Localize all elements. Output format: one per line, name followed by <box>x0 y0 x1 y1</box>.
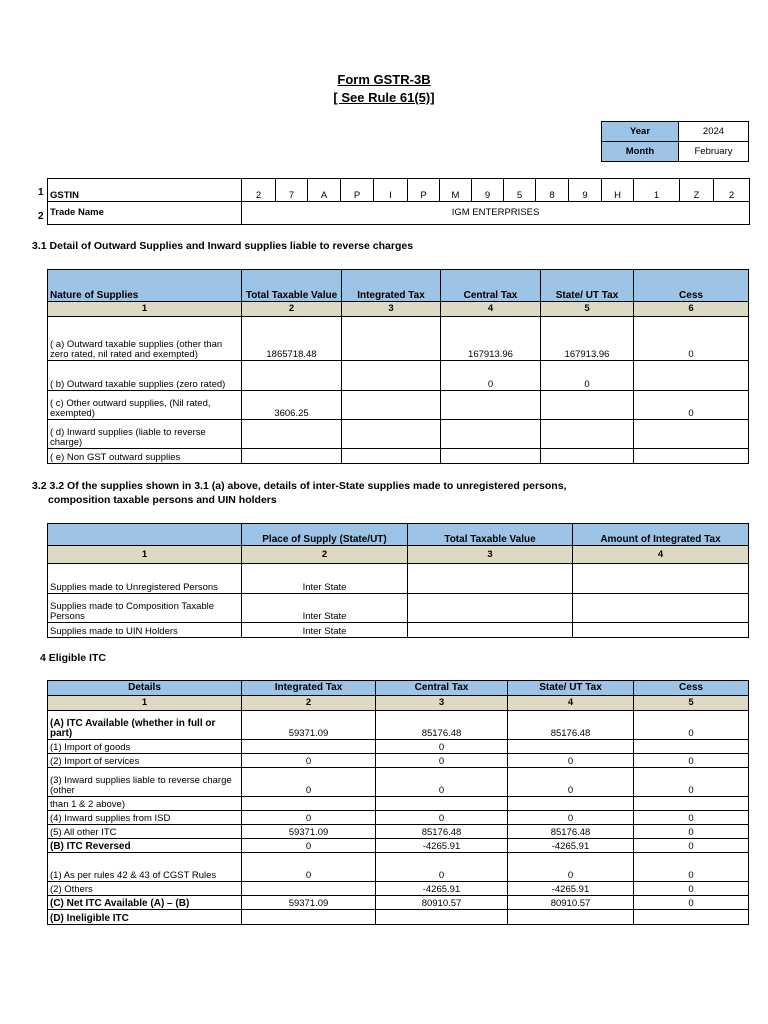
section-3-1-title: Detail of Outward Supplies and Inward supplies liable to reverse charges <box>49 240 414 252</box>
col-number: 1 <box>48 302 242 317</box>
cell: 0 <box>634 317 749 361</box>
cell <box>342 361 441 391</box>
cell <box>342 420 441 449</box>
cell: 167913.96 <box>441 317 541 361</box>
cell: 85176.48 <box>376 711 508 740</box>
row-label: (5) All other ITC <box>48 825 242 839</box>
cell: 0 <box>376 811 508 825</box>
cell: 0 <box>242 853 376 882</box>
row-label: ( e) Non GST outward supplies <box>48 449 242 464</box>
trade-name-label: Trade Name <box>48 202 242 225</box>
col-number: 2 <box>242 302 342 317</box>
gstin-char: H <box>602 179 634 202</box>
gstin-char: P <box>408 179 440 202</box>
gstin-char: 9 <box>472 179 504 202</box>
col-number: 4 <box>441 302 541 317</box>
cell <box>242 449 342 464</box>
col-header: State/ UT Tax <box>541 270 634 302</box>
cell <box>541 391 634 420</box>
gstin-char: Z <box>680 179 714 202</box>
cell: 80910.57 <box>376 896 508 910</box>
cell <box>634 797 749 811</box>
cell <box>573 594 749 623</box>
col-number: 1 <box>48 696 242 711</box>
cell: 0 <box>508 853 634 882</box>
gstin-char: 5 <box>504 179 536 202</box>
eligible-itc-table <box>47 680 749 925</box>
cell <box>441 391 541 420</box>
table-row <box>48 839 749 853</box>
table-row <box>48 317 749 361</box>
table-row <box>48 594 749 623</box>
table-row <box>48 797 749 811</box>
cell: 85176.48 <box>508 711 634 740</box>
cell: 0 <box>376 853 508 882</box>
cell: Inter State <box>242 564 408 594</box>
cell: 0 <box>634 754 749 768</box>
cell <box>634 740 749 754</box>
cell: 0 <box>376 768 508 797</box>
col-number: 4 <box>573 546 749 564</box>
cell: 0 <box>634 391 749 420</box>
gstin-char: 9 <box>569 179 602 202</box>
section-3-1-no: 3.1 <box>32 240 47 252</box>
trade-row-no: 2 <box>38 211 44 222</box>
col-header: Central Tax <box>376 681 508 696</box>
cell: 0 <box>376 754 508 768</box>
cell <box>242 882 376 896</box>
table-row <box>48 449 749 464</box>
row-label: Supplies made to UIN Holders <box>48 623 242 638</box>
table-row <box>48 910 749 925</box>
col-header: Total Taxable Value <box>408 524 573 546</box>
table-row <box>48 896 749 910</box>
gstin-char: 7 <box>276 179 308 202</box>
gstin-char: 2 <box>242 179 276 202</box>
cell <box>508 740 634 754</box>
cell: 0 <box>242 754 376 768</box>
col-header: Amount of Integrated Tax <box>573 524 749 546</box>
gstin-char: I <box>374 179 408 202</box>
cell: 0 <box>508 768 634 797</box>
cell: 59371.09 <box>242 711 376 740</box>
cell <box>634 420 749 449</box>
cell <box>408 623 573 638</box>
cell: 1865718.48 <box>242 317 342 361</box>
cell <box>408 564 573 594</box>
cell: -4265.91 <box>376 882 508 896</box>
cell: Inter State <box>242 623 408 638</box>
section-3-2-title: 3.2 Of the supplies shown in 3.1 (a) above, details of inter-State supplies made to unregistered persons, <box>49 480 567 492</box>
form-subtitle: [ See Rule 61(5)] <box>333 90 435 105</box>
col-header: Nature of Supplies <box>48 270 242 302</box>
cell <box>242 361 342 391</box>
gstin-label: GSTIN <box>48 179 242 202</box>
cell: -4265.91 <box>508 839 634 853</box>
cell: 167913.96 <box>541 317 634 361</box>
row-label: Supplies made to Composition Taxable Persons <box>48 594 242 623</box>
trade-name-value: IGM ENTERPRISES <box>242 202 750 225</box>
cell: 85176.48 <box>376 825 508 839</box>
col-number: 2 <box>242 696 376 711</box>
table-row <box>48 811 749 825</box>
cell: 0 <box>634 811 749 825</box>
table-row <box>48 623 749 638</box>
cell <box>242 797 376 811</box>
table-row <box>48 391 749 420</box>
table-row <box>48 882 749 896</box>
table-row <box>48 768 749 797</box>
table-row <box>48 754 749 768</box>
cell: 0 <box>508 811 634 825</box>
cell: 59371.09 <box>242 896 376 910</box>
row-label: (A) ITC Available (whether in full or part) <box>48 711 242 740</box>
row-label: ( a) Outward taxable supplies (other than zero rated, nil rated and exempted) <box>48 317 242 361</box>
year-label: Year <box>602 122 679 142</box>
month-value: February <box>679 142 749 162</box>
col-number: 1 <box>48 546 242 564</box>
gstin-char: A <box>308 179 341 202</box>
cell <box>342 317 441 361</box>
gstin-char: 8 <box>536 179 569 202</box>
section-3-2-heading <box>32 480 566 492</box>
row-label: than 1 & 2 above) <box>48 797 242 811</box>
row-label: (1) Import of goods <box>48 740 242 754</box>
cell <box>634 910 749 925</box>
col-header <box>48 524 242 546</box>
gstin-char: 1 <box>634 179 680 202</box>
cell <box>508 910 634 925</box>
cell: 0 <box>634 839 749 853</box>
form-title: Form GSTR-3B <box>337 72 431 87</box>
cell: 0 <box>634 825 749 839</box>
col-header: Integrated Tax <box>242 681 376 696</box>
cell: 3606.25 <box>242 391 342 420</box>
row-label: (3) Inward supplies liable to reverse charge (other <box>48 768 242 797</box>
section-4-title: Eligible ITC <box>48 652 106 664</box>
cell <box>441 449 541 464</box>
gstin-char: 2 <box>714 179 750 202</box>
year-value: 2024 <box>679 122 749 142</box>
col-number: 3 <box>376 696 508 711</box>
table-row <box>48 853 749 882</box>
col-header: Details <box>48 681 242 696</box>
cell: 0 <box>376 740 508 754</box>
cell <box>342 449 441 464</box>
section-4-no: 4 <box>40 652 46 664</box>
cell: 0 <box>634 711 749 740</box>
table-row <box>48 564 749 594</box>
cell <box>508 797 634 811</box>
cell <box>573 564 749 594</box>
row-label: (4) Inward supplies from ISD <box>48 811 242 825</box>
col-header: Total Taxable Value <box>242 270 342 302</box>
section-4-heading <box>40 652 106 664</box>
col-number: 5 <box>634 696 749 711</box>
cell <box>242 910 376 925</box>
cell: -4265.91 <box>376 839 508 853</box>
col-header: State/ UT Tax <box>508 681 634 696</box>
section-3-2-title-line2: composition taxable persons and UIN holders <box>48 494 277 506</box>
cell: 0 <box>441 361 541 391</box>
col-number: 2 <box>242 546 408 564</box>
table-row <box>48 711 749 740</box>
row-label: (B) ITC Reversed <box>48 839 242 853</box>
col-number: 3 <box>408 546 573 564</box>
row-label: (2) Import of services <box>48 754 242 768</box>
period-table <box>601 121 749 162</box>
row-label: (C) Net ITC Available (A) – (B) <box>48 896 242 910</box>
outward-supplies-table <box>47 269 749 464</box>
col-header: Integrated Tax <box>342 270 441 302</box>
table-row <box>48 420 749 449</box>
cell: Inter State <box>242 594 408 623</box>
gstin-char: M <box>440 179 472 202</box>
cell <box>573 623 749 638</box>
cell <box>376 797 508 811</box>
cell: 0 <box>242 811 376 825</box>
cell: 0 <box>508 754 634 768</box>
cell: -4265.91 <box>508 882 634 896</box>
month-label: Month <box>602 142 679 162</box>
cell: 85176.48 <box>508 825 634 839</box>
cell <box>541 420 634 449</box>
cell <box>441 420 541 449</box>
section-3-1-heading <box>32 240 413 252</box>
cell <box>342 391 441 420</box>
row-label: (1) As per rules 42 & 43 of CGST Rules <box>48 853 242 882</box>
interstate-supplies-table <box>47 523 749 638</box>
table-row <box>48 825 749 839</box>
row-label: ( b) Outward taxable supplies (zero rated) <box>48 361 242 391</box>
cell <box>634 361 749 391</box>
cell: 0 <box>634 882 749 896</box>
identity-table <box>47 178 750 225</box>
cell: 0 <box>634 853 749 882</box>
cell <box>408 594 573 623</box>
row-label: (D) Ineligible ITC <box>48 910 242 925</box>
cell: 80910.57 <box>508 896 634 910</box>
col-header: Place of Supply (State/UT) <box>242 524 408 546</box>
row-label: ( c) Other outward supplies, (Nil rated, exempted) <box>48 391 242 420</box>
cell <box>242 420 342 449</box>
row-label: Supplies made to Unregistered Persons <box>48 564 242 594</box>
cell: 0 <box>242 768 376 797</box>
table-row <box>48 740 749 754</box>
col-number: 5 <box>541 302 634 317</box>
col-header: Cess <box>634 270 749 302</box>
gstin-char: P <box>341 179 374 202</box>
cell <box>634 449 749 464</box>
col-number: 4 <box>508 696 634 711</box>
cell: 0 <box>541 361 634 391</box>
gstin-row-no: 1 <box>38 187 44 198</box>
cell: 59371.09 <box>242 825 376 839</box>
col-header: Central Tax <box>441 270 541 302</box>
col-number: 3 <box>342 302 441 317</box>
cell: 0 <box>634 896 749 910</box>
col-header: Cess <box>634 681 749 696</box>
cell: 0 <box>242 839 376 853</box>
cell <box>541 449 634 464</box>
row-label: ( d) Inward supplies (liable to reverse charge) <box>48 420 242 449</box>
row-label: (2) Others <box>48 882 242 896</box>
cell: 0 <box>634 768 749 797</box>
table-row <box>48 361 749 391</box>
section-3-2-no: 3.2 <box>32 480 47 492</box>
col-number: 6 <box>634 302 749 317</box>
cell <box>376 910 508 925</box>
cell <box>242 740 376 754</box>
